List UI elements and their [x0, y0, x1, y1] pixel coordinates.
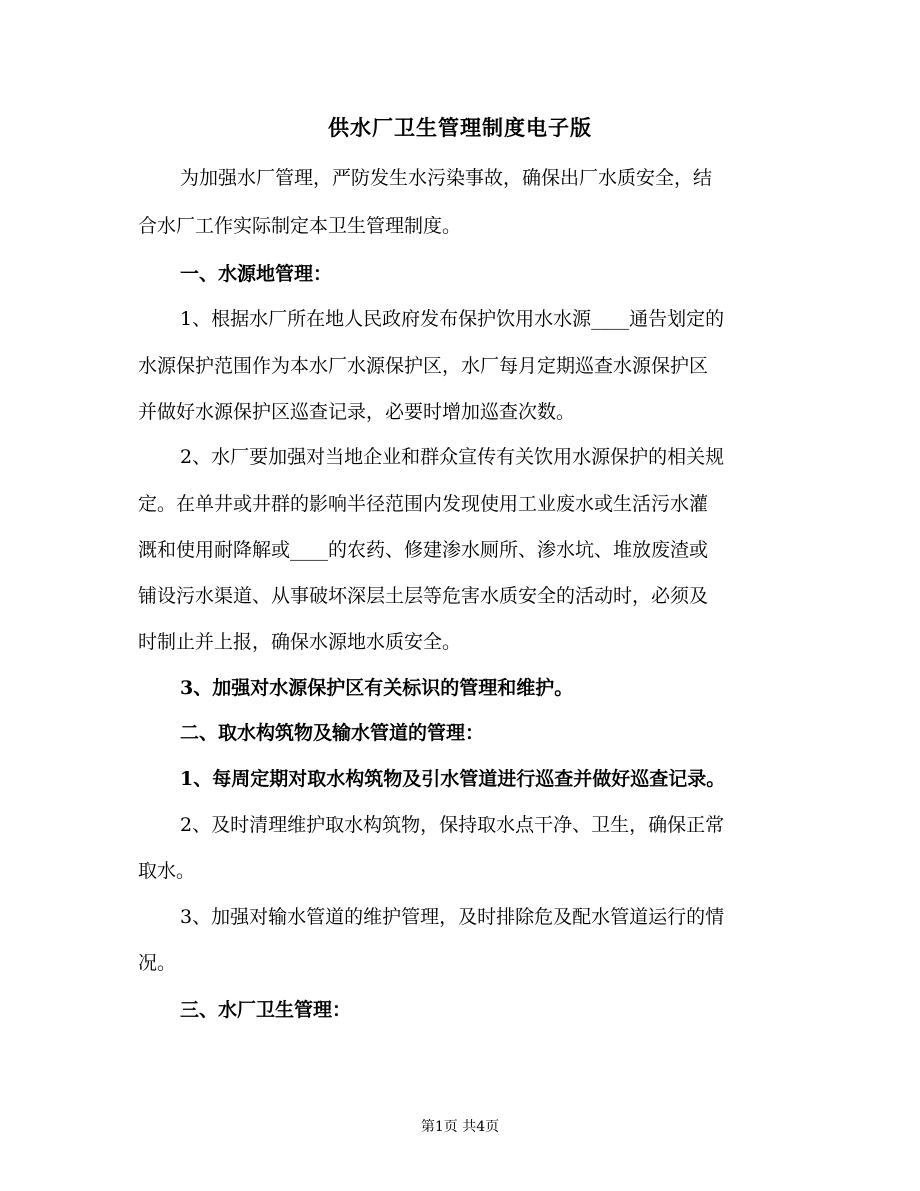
item-1-line-2: 水源保护范围作为本水厂水源保护区，水厂每月定期巡查水源保护区: [138, 355, 709, 377]
document-title: 供水厂卫生管理制度电子版: [328, 115, 592, 140]
page-number-footer: 第1页 共4页: [420, 1119, 500, 1135]
item-2-line-2: 定。在单井或井群的影响半径范围内发现使用工业废水或生活污水灌: [138, 493, 709, 515]
section-heading-water-source: 一、水源地管理：: [180, 263, 333, 285]
paragraph-intro-line-2: 合水厂工作实际制定本卫生管理制度。: [138, 215, 462, 237]
item-1-line-3: 并做好水源保护区巡查记录，必要时增加巡查次数。: [138, 401, 576, 423]
section-heading-intake: 二、取水构筑物及输水管道的管理：: [180, 722, 485, 744]
intake-item-2-line-1: 2、及时清理维护取水构筑物，保持取水点干净、卫生，确保正常: [180, 814, 725, 836]
item-1-line-1: 1、根据水厂所在地人民政府发布保护饮用水水源____通告划定的: [180, 308, 725, 330]
intake-item-3-line-1: 3、加强对输水管道的维护管理，及时排除危及配水管道运行的情: [180, 906, 725, 928]
item-2-line-5: 时制止并上报，确保水源地水质安全。: [138, 631, 462, 653]
paragraph-intro-line-1: 为加强水厂管理，严防发生水污染事故，确保出厂水质安全，结: [180, 167, 713, 189]
intake-item-3-line-2: 况。: [138, 952, 177, 974]
item-3-signage: 3、加强对水源保护区有关标识的管理和维护。: [180, 677, 574, 699]
item-2-line-3: 溉和使用耐降解或____的农药、修建渗水厕所、渗水坑、堆放废渣或: [138, 539, 709, 561]
item-2-line-4: 铺设污水渠道、从事破坏深层土层等危害水质安全的活动时，必须及: [138, 585, 709, 607]
item-2-line-1: 2、水厂要加强对当地企业和群众宣传有关饮用水源保护的相关规: [180, 446, 725, 468]
section-heading-plant-hygiene: 三、水厂卫生管理：: [180, 999, 352, 1021]
intake-item-1: 1、每周定期对取水构筑物及引水管道进行巡查并做好巡查记录。: [180, 768, 726, 790]
intake-item-2-line-2: 取水。: [138, 860, 196, 882]
